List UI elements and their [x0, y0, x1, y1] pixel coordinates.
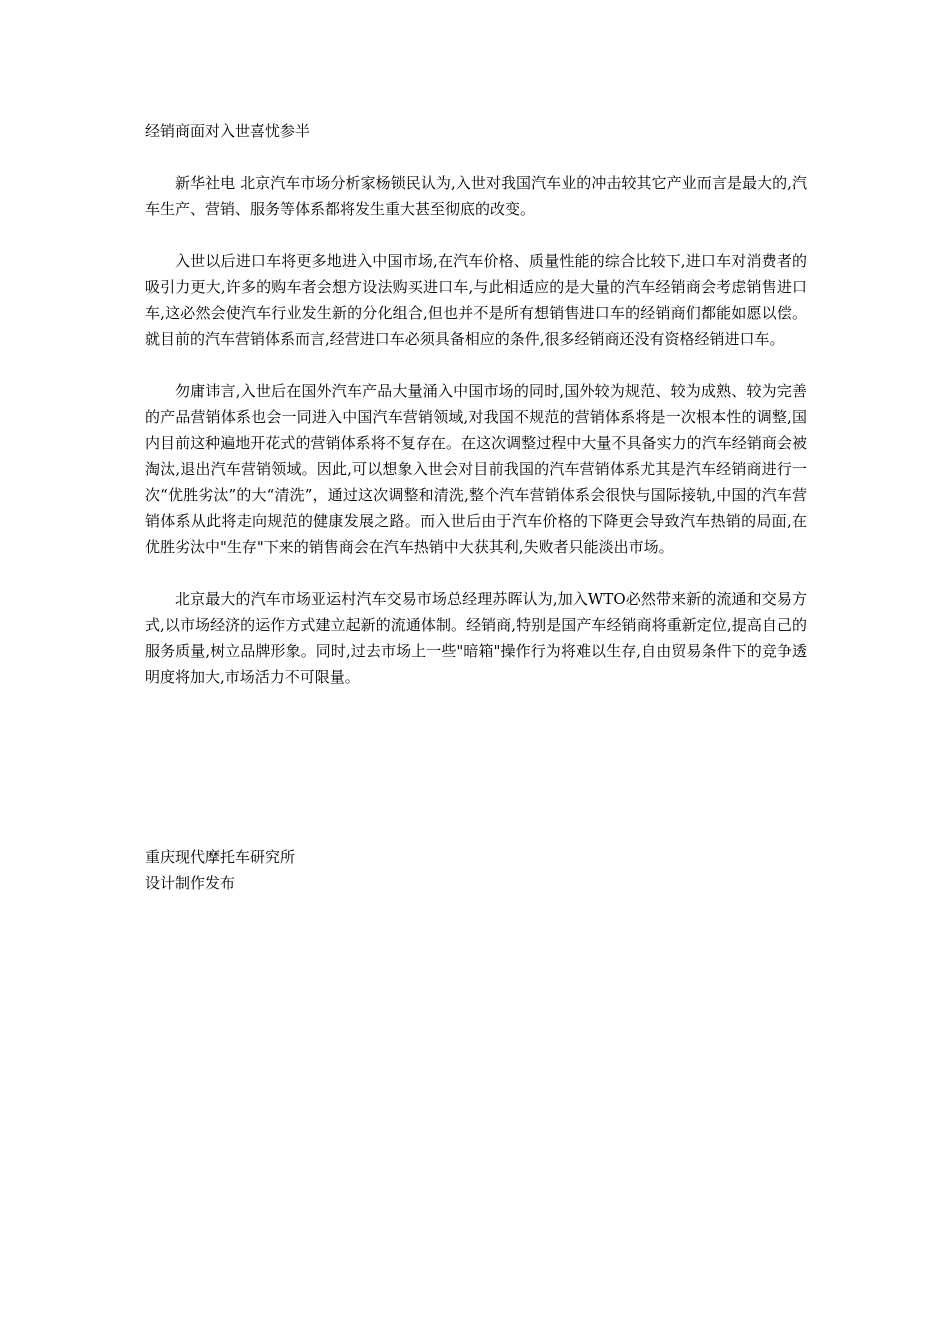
publisher-footer	[145, 844, 545, 896]
paragraph-4: 北京最大的汽车市场亚运村汽车交易市场总经理苏晖认为,加入WTO必然带来新的流通和交易方式,以市场经济的运作方式建立起新的流通体制。经销商,特别是国产车经销商将重新定位,提高自己的服务质量,树立品牌形象。同时,过去市场上一些"暗箱"操作行为将难以生存,自由贸易条件下的竞争透明度将加大,市场活力不可限量。	[145, 590, 807, 686]
article-body	[145, 118, 807, 716]
paragraph-3: 勿庸讳言,入世后在国外汽车产品大量涌入中国市场的同时,国外较为规范、较为成熟、较为完善的产品营销体系也会一同进入中国汽车营销领域,对我国不规范的营销体系将是一次根本性的调整,国内目前这种遍地开花式的营销体系将不复存在。在这次调整过程中大量不具备实力的汽车经销商会被淘汰,退出汽车营销领域。因此,可以想象入世会对目前我国的汽车营销体系尤其是汽车经销商进行一次“优胜劣汰”的大“清洗”，通过这次调整和清洗,整个汽车营销体系会很快与国际接轨,中国的汽车营销体系从此将走向规范的健康发展之路。而入世后由于汽车价格的下降更会导致汽车热销的局面,在优胜劣汰中"生存"下来的销售商会在汽车热销中大获其利,失败者只能淡出市场。	[145, 382, 807, 556]
publisher-credit: 设计制作发布	[145, 874, 236, 892]
publisher-organization: 重庆现代摩托车研究所	[145, 848, 296, 866]
article-title: 经销商面对入世喜忧参半	[145, 122, 311, 140]
paragraph-1: 新华社电 北京汽车市场分析家杨锁民认为,入世对我国汽车业的冲击较其它产业而言是最大的,汽车生产、营销、服务等体系都将发生重大甚至彻底的改变。	[145, 174, 807, 218]
paragraph-2: 入世以后进口车将更多地进入中国市场,在汽车价格、质量性能的综合比较下,进口车对消费者的吸引力更大,许多的购车者会想方设法购买进口车,与此相适应的是大量的汽车经销商会考虑销售进口车,这必然会使汽车行业发生新的分化组合,但也并不是所有想销售进口车的经销商们都能如愿以偿。就目前的汽车营销体系而言,经营进口车必须具备相应的条件,很多经销商还没有资格经销进口车。	[145, 252, 807, 348]
